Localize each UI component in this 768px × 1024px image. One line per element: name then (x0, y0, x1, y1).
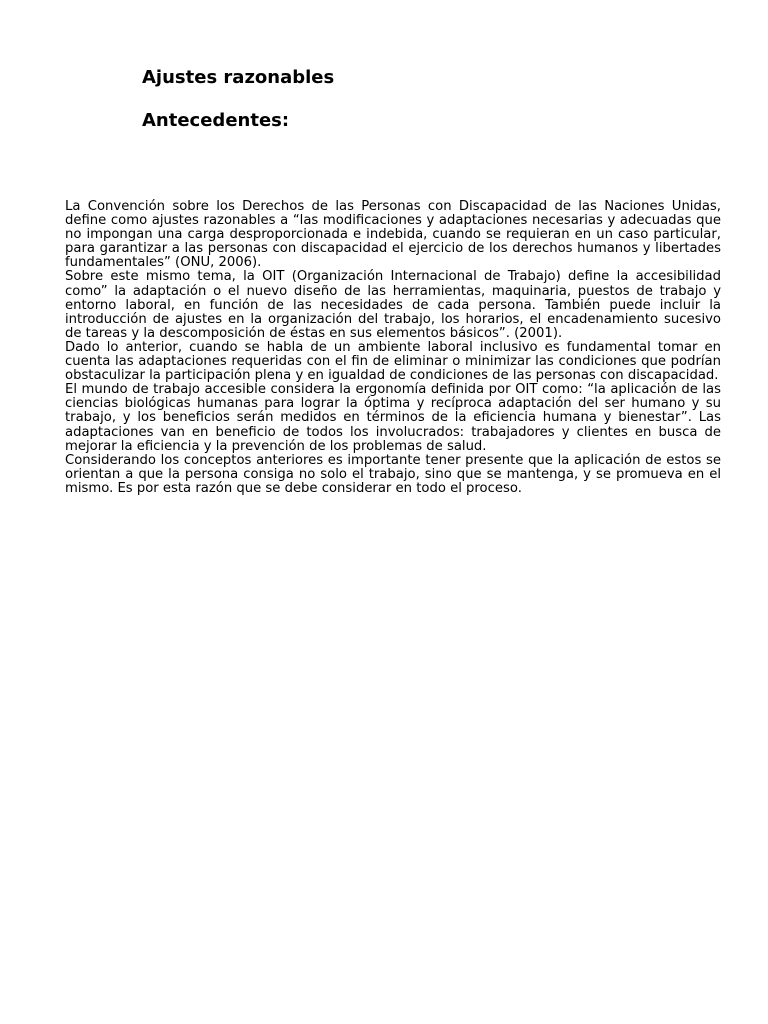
document-body (65, 200, 721, 496)
paragraph-conclusion: Considerando los conceptos anteriores es importante tener presente que la aplicación de estos se orientan a que la persona consiga no solo el trabajo, sino que se mantenga, y se promueva en el mismo. Es por esta razón que se debe considerar en todo el proceso. (65, 452, 721, 496)
paragraph-oit-accessibility: Sobre este mismo tema, la OIT (Organización Internacional de Trabajo) define la accesibilidad como” la adaptación o el nuevo diseño de las herramientas, maquinaria, puestos de trabajo y entorno laboral, en función de las necesidades de cada persona. También puede incluir la introducción de ajustes en la organización del trabajo, los horarios, el encadenamiento sucesivo de tareas y la descomposición de éstas en sus elementos básicos”. (2001). (65, 269, 721, 341)
paragraph-ergonomics: El mundo de trabajo accesible considera la ergonomía definida por OIT como: “la aplicación de las ciencias biológicas humanas para lograr la óptima y recíproca adaptación del ser humano y su trabajo, y los beneficios serán medidos en términos de la eficiencia humana y bienestar”. Las adaptaciones van en beneficio de todos los involucrados: trabajadores y clientes en busca de mejorar la eficiencia y la prevención de los problemas de salud. (65, 382, 721, 454)
document-title: Ajustes razonables (142, 67, 335, 88)
paragraph-convention: La Convención sobre los Derechos de las Personas con Discapacidad de las Naciones Unidas, define como ajustes razonables a “las modificaciones y adaptaciones necesarias y adecuadas que no impongan una carga desproporcionada e indebida, cuando se requieran en un caso particular, para garantizar a las personas con discapacidad el ejercicio de los derechos humanos y libertades fundamentales” (ONU, 2006). (65, 199, 721, 271)
paragraph-inclusive-environment: Dado lo anterior, cuando se habla de un ambiente laboral inclusivo es fundamental tomar en cuenta las adaptaciones requeridas con el fin de eliminar o minimizar las condiciones que podrían obstaculizar la participación plena y en igualdad de condiciones de las personas con discapacidad. (65, 339, 721, 384)
section-heading: Antecedentes: (142, 110, 290, 131)
